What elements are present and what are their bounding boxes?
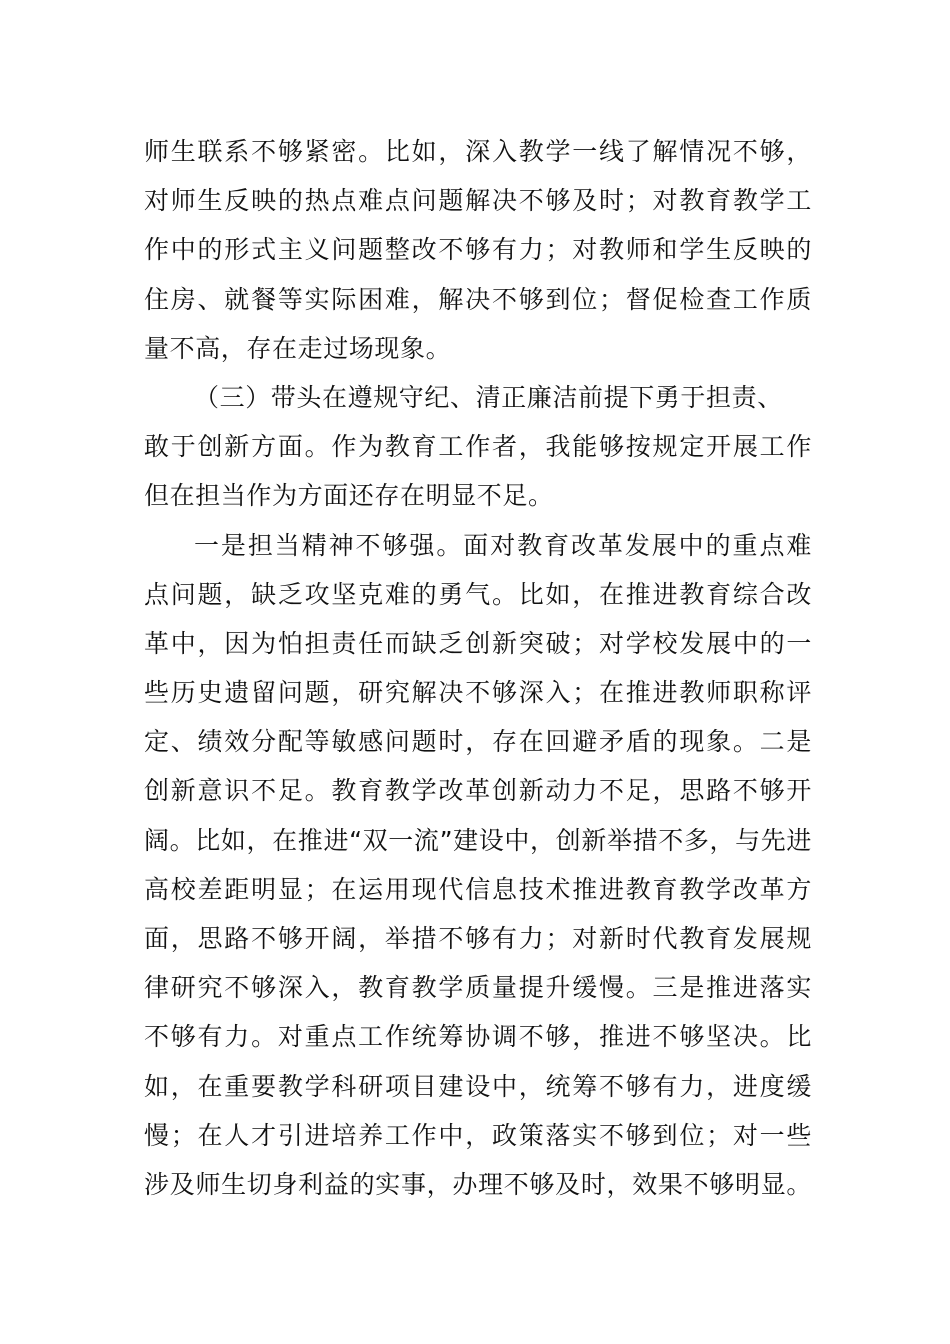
text-line: 点问题，缺乏攻坚克难的勇气。比如，在推进教育综合改 bbox=[144, 579, 812, 609]
section-heading-line: （三）带头在遵规守纪、清正廉洁前提下勇于担责、 bbox=[194, 382, 783, 412]
text-line: 作中的形式主义问题整改不够有力；对教师和学生反映的 bbox=[144, 235, 812, 265]
text-line: 涉及师生切身利益的实事，办理不够及时，效果不够明显。 bbox=[144, 1169, 812, 1199]
text-line: 敢于创新方面。作为教育工作者，我能够按规定开展工作 bbox=[144, 432, 812, 462]
text-line: 些历史遗留问题，研究解决不够深入；在推进教师职称评 bbox=[144, 678, 812, 708]
text-line: 量不高，存在走过场现象。 bbox=[144, 333, 452, 363]
text-line: 创新意识不足。教育教学改革创新动力不足，思路不够开 bbox=[144, 776, 812, 806]
paragraph-start-line: 一是担当精神不够强。面对教育改革发展中的重点难 bbox=[194, 530, 812, 560]
text-line: 慢；在人才引进培养工作中，政策落实不够到位；对一些 bbox=[144, 1120, 812, 1150]
text-line: 律研究不够深入，教育教学质量提升缓慢。三是推进落实 bbox=[144, 973, 812, 1003]
text-line: 高校差距明显；在运用现代信息技术推进教育教学改革方 bbox=[144, 874, 812, 904]
text-line: 师生联系不够紧密。比如，深入教学一线了解情况不够， bbox=[144, 137, 812, 166]
text-line: 住房、就餐等实际困难，解决不够到位；督促检查工作质 bbox=[144, 284, 812, 314]
text-line: 定、绩效分配等敏感问题时，存在回避矛盾的现象。二是 bbox=[144, 727, 812, 757]
text-line: 如，在重要教学科研项目建设中，统筹不够有力，进度缓 bbox=[144, 1071, 812, 1101]
document-body bbox=[144, 127, 812, 1209]
text-line: 对师生反映的热点难点问题解决不够及时；对教育教学工 bbox=[144, 186, 812, 216]
text-line: 阔。比如，在推进“双一流”建设中，创新举措不多，与先进 bbox=[144, 825, 812, 855]
text-line: 面，思路不够开阔，举措不够有力；对新时代教育发展规 bbox=[144, 924, 812, 953]
text-line: 革中，因为怕担责任而缺乏创新突破；对学校发展中的一 bbox=[144, 628, 812, 658]
text-line: 不够有力。对重点工作统筹协调不够，推进不够坚决。比 bbox=[144, 1022, 812, 1052]
text-line: 但在担当作为方面还存在明显不足。 bbox=[144, 481, 554, 511]
